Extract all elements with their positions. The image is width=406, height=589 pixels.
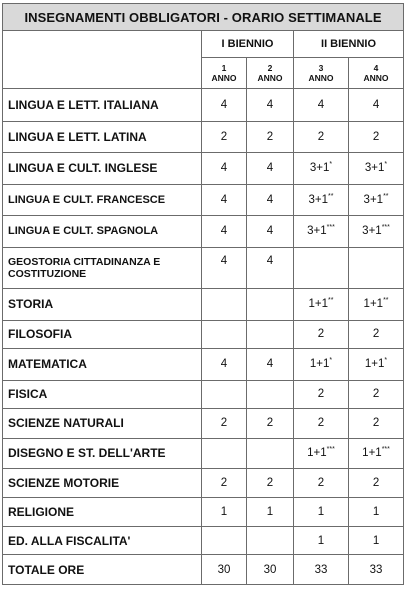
table-row — [3, 349, 404, 381]
hours-year-3: 2 — [294, 469, 349, 497]
footnote-marker: * — [329, 161, 333, 169]
year-header-2 — [247, 58, 294, 89]
hours-year-1 — [202, 289, 247, 321]
subject-name: FILOSOFIA — [3, 320, 202, 348]
hours-year-3: 3+1*** — [294, 216, 349, 248]
hours-year-1: 4 — [202, 216, 247, 248]
hours-year-1 — [202, 320, 247, 348]
hours-year-1: 4 — [202, 89, 247, 122]
hours-year-3: 2 — [294, 121, 349, 153]
table-row — [3, 247, 404, 289]
hours-year-1 — [202, 438, 247, 468]
hours-year-3: 2 — [294, 409, 349, 438]
year-header-4 — [349, 58, 404, 89]
hours-year-2 — [247, 289, 294, 321]
table-title: INSEGNAMENTI OBBLIGATORI - ORARIO SETTIMANALE — [3, 4, 404, 31]
hours-year-1 — [202, 526, 247, 554]
subject-name: GEOSTORIA CITTADINANZA E COSTITUZIONE — [3, 247, 202, 289]
hours-year-3: 2 — [294, 320, 349, 348]
subject-name: LINGUA E CULT. FRANCESCE — [3, 184, 202, 216]
footnote-marker: ** — [328, 192, 334, 200]
subject-name: MATEMATICA — [3, 349, 202, 381]
hours-year-1: 2 — [202, 121, 247, 153]
group-header-ii-biennio: II BIENNIO — [294, 31, 404, 58]
hours-year-2: 2 — [247, 121, 294, 153]
table-row — [3, 409, 404, 438]
hours-year-2 — [247, 526, 294, 554]
total-year-2: 30 — [247, 555, 294, 585]
hours-year-3: 1+1*** — [294, 438, 349, 468]
year-number: 4 — [373, 63, 379, 73]
subject-name: SCIENZE NATURALI — [3, 409, 202, 438]
hours-year-2: 4 — [247, 89, 294, 122]
hours-year-2 — [247, 438, 294, 468]
footnote-marker: *** — [326, 446, 335, 454]
hours-year-4: 1 — [349, 526, 404, 554]
hours-year-4: 3+1* — [349, 153, 404, 185]
year-label: ANNO — [363, 73, 389, 83]
table-row — [3, 469, 404, 497]
year-number: 1 — [221, 63, 227, 73]
hours-year-4: 2 — [349, 469, 404, 497]
total-row — [3, 555, 404, 585]
hours-year-2 — [247, 380, 294, 408]
table-row — [3, 89, 404, 122]
weekly-timetable — [2, 3, 404, 585]
hours-year-4: 1+1** — [349, 289, 404, 321]
hours-year-4: 1 — [349, 497, 404, 526]
subject-name: LINGUA E LETT. ITALIANA — [3, 89, 202, 122]
subject-name: RELIGIONE — [3, 497, 202, 526]
table-row — [3, 526, 404, 554]
subject-name: STORIA — [3, 289, 202, 321]
footnote-marker: ** — [328, 297, 334, 305]
hours-year-3: 1 — [294, 497, 349, 526]
subject-name: ED. ALLA FISCALITA' — [3, 526, 202, 554]
hours-year-4: 4 — [349, 89, 404, 122]
hours-year-2: 4 — [247, 184, 294, 216]
table-row — [3, 153, 404, 185]
hours-year-4 — [349, 247, 404, 289]
table-row — [3, 380, 404, 408]
footnote-marker: ** — [383, 192, 389, 200]
hours-year-2 — [247, 320, 294, 348]
hours-year-2: 1 — [247, 497, 294, 526]
table-row — [3, 497, 404, 526]
hours-year-4: 2 — [349, 380, 404, 408]
hours-year-2: 4 — [247, 349, 294, 381]
hours-year-1 — [202, 380, 247, 408]
hours-year-1: 4 — [202, 153, 247, 185]
footnote-marker: * — [384, 357, 388, 365]
subject-name: DISEGNO E ST. DELL'ARTE — [3, 438, 202, 468]
table-row — [3, 438, 404, 468]
footnote-marker: * — [384, 161, 388, 169]
hours-year-2: 4 — [247, 247, 294, 289]
hours-year-2: 4 — [247, 216, 294, 248]
total-year-1: 30 — [202, 555, 247, 585]
footnote-marker: *** — [381, 224, 390, 232]
hours-year-3: 3+1** — [294, 184, 349, 216]
hours-year-3: 2 — [294, 380, 349, 408]
hours-year-1: 4 — [202, 247, 247, 289]
hours-year-4: 2 — [349, 409, 404, 438]
hours-year-2: 2 — [247, 469, 294, 497]
hours-year-1: 1 — [202, 497, 247, 526]
footnote-marker: *** — [326, 224, 335, 232]
hours-year-1: 2 — [202, 469, 247, 497]
table-row — [3, 289, 404, 321]
year-label: ANNO — [211, 73, 237, 83]
hours-year-3: 3+1* — [294, 153, 349, 185]
hours-year-1: 2 — [202, 409, 247, 438]
subject-name: LINGUA E CULT. INGLESE — [3, 153, 202, 185]
hours-year-4: 3+1*** — [349, 216, 404, 248]
table-row — [3, 121, 404, 153]
year-number: 3 — [318, 63, 324, 73]
year-header-3 — [294, 58, 349, 89]
hours-year-3: 1 — [294, 526, 349, 554]
table-row — [3, 320, 404, 348]
year-label: ANNO — [308, 73, 334, 83]
hours-year-4: 1+1* — [349, 349, 404, 381]
footnote-marker: ** — [383, 297, 389, 305]
subject-name: LINGUA E LETT. LATINA — [3, 121, 202, 153]
footnote-marker: * — [329, 357, 333, 365]
year-number: 2 — [267, 63, 273, 73]
total-label: TOTALE ORE — [3, 555, 202, 585]
hours-year-3: 4 — [294, 89, 349, 122]
table-row — [3, 216, 404, 248]
year-header-1 — [202, 58, 247, 89]
table-row — [3, 184, 404, 216]
subject-header-empty — [3, 31, 202, 89]
group-header-i-biennio: I BIENNIO — [202, 31, 294, 58]
total-year-4: 33 — [349, 555, 404, 585]
hours-year-3: 1+1* — [294, 349, 349, 381]
hours-year-4: 2 — [349, 121, 404, 153]
hours-year-4: 1+1*** — [349, 438, 404, 468]
year-label: ANNO — [257, 73, 283, 83]
subject-name: LINGUA E CULT. SPAGNOLA — [3, 216, 202, 248]
subject-name: FISICA — [3, 380, 202, 408]
hours-year-4: 3+1** — [349, 184, 404, 216]
hours-year-4: 2 — [349, 320, 404, 348]
subject-name: SCIENZE MOTORIE — [3, 469, 202, 497]
hours-year-3: 1+1** — [294, 289, 349, 321]
title-row — [3, 4, 404, 31]
hours-year-2: 2 — [247, 409, 294, 438]
hours-year-2: 4 — [247, 153, 294, 185]
footnote-marker: *** — [381, 446, 390, 454]
total-year-3: 33 — [294, 555, 349, 585]
group-header-row — [3, 31, 404, 58]
hours-year-3 — [294, 247, 349, 289]
hours-year-1: 4 — [202, 184, 247, 216]
hours-year-1: 4 — [202, 349, 247, 381]
